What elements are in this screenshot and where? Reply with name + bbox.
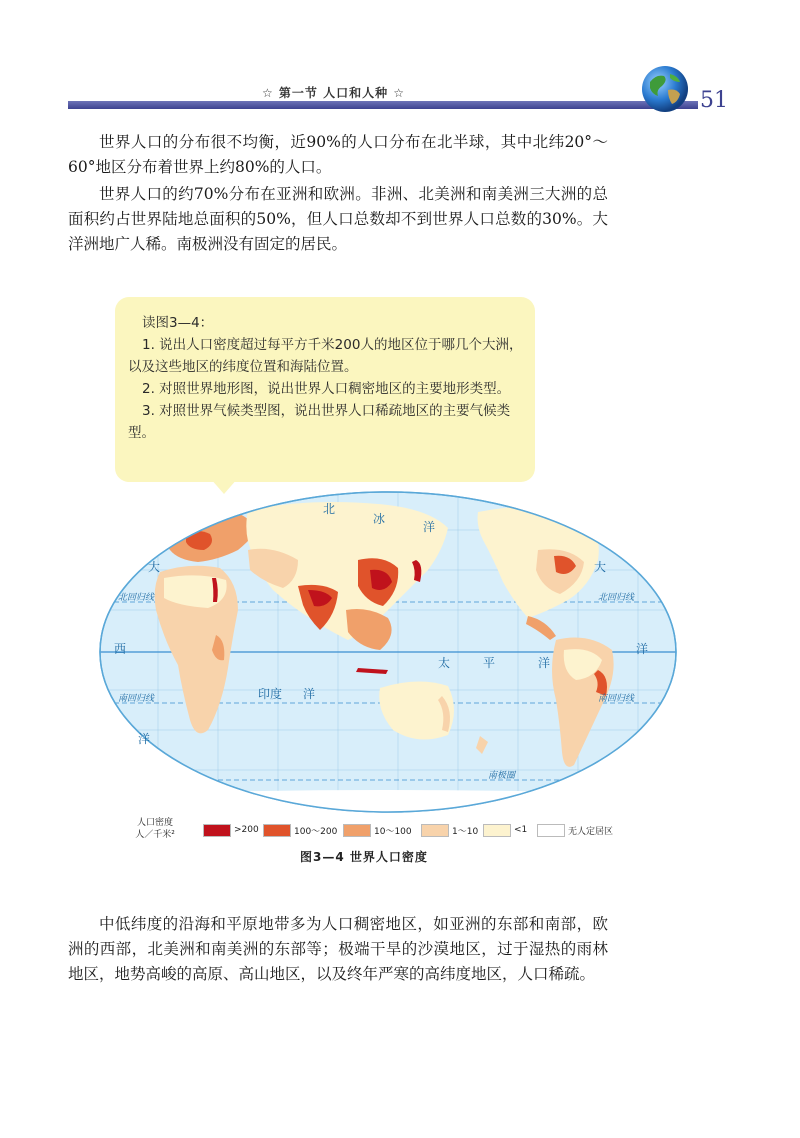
lat-south-tropic-west: 南回归线 (118, 694, 155, 704)
page-number: 51 (700, 88, 728, 113)
label-da-east: 大 (594, 560, 607, 574)
world-population-density-map (98, 490, 678, 815)
legend-label: 10～100 (374, 826, 412, 837)
callout-item-2: 2. 对照世界地形图，说出世界人口稠密地区的主要地形类型。 (142, 381, 511, 397)
label-taiping-ping: 平 (483, 656, 496, 670)
lat-north-tropic-west: 北回归线 (118, 593, 155, 603)
label-indian: 印度 (258, 687, 283, 701)
label-ice: 冰 (373, 512, 386, 526)
label-north: 北 (323, 502, 336, 516)
legend-item-100-200 (263, 824, 337, 836)
legend-item-10-100 (343, 824, 412, 836)
legend-item-1-10 (421, 824, 478, 836)
legend-swatch (203, 824, 231, 837)
lat-antarctic: 南极圈 (488, 771, 516, 781)
legend-item-uninhabited (537, 824, 613, 836)
label-yang-top: 洋 (423, 520, 436, 534)
callout-item-1: 1. 说出人口密度超过每平方千米200人的地区位于哪几个大洲，以及这些地区的纬度位置和海陆位置。 (128, 337, 523, 375)
label-da-west: 大 (148, 560, 161, 574)
globe-icon (640, 64, 690, 114)
legend-swatch (421, 824, 449, 837)
header-bar (68, 101, 698, 109)
label-taiping-tai: 太 (438, 656, 451, 670)
legend-title (125, 817, 185, 841)
legend-label: <1 (514, 825, 528, 835)
legend-title-line2: 人／千米² (135, 830, 175, 840)
paragraph-1: 世界人口的分布很不均衡，近90%的人口分布在北半球，其中北纬20°～60°地区分布着世界上约80%的人口。 (68, 133, 608, 176)
lat-south-tropic-east: 南回归线 (598, 694, 635, 704)
callout-heading: 读图3—4： (142, 315, 214, 331)
label-southwest-yang: 洋 (138, 732, 151, 746)
greenland (598, 497, 638, 522)
legend-label: >200 (234, 825, 259, 835)
figure-caption: 图3—4 世界人口密度 (300, 850, 428, 864)
callout-item-3: 3. 对照世界气候类型图，说出世界人口稀疏地区的主要气候类型。 (128, 403, 511, 441)
label-indian-yang: 洋 (303, 687, 316, 701)
legend-swatch (343, 824, 371, 837)
label-west-yang: 洋 (636, 642, 649, 656)
paragraph-2: 世界人口的约70%分布在亚洲和欧洲。非洲、北美洲和南美洲三大洲的总面积约占世界陆地总面积的50%，但人口总数却不到世界人口总数的30%。大洋洲地广人稀。南极洲没有固定的居民。 (68, 185, 608, 253)
map-svg (98, 490, 678, 815)
legend-title-line1: 人口密度 (136, 818, 173, 828)
legend-label: 无人定居区 (568, 826, 614, 837)
legend-item-lt1 (483, 824, 527, 836)
chapter-header-title: ☆ 第一节 人口和人种 ☆ (262, 86, 406, 100)
paragraph-3: 中低纬度的沿海和平原地带多为人口稠密地区，如亚洲的东部和南部，欧洲的西部，北美洲和南美洲的东部等；极端干旱的沙漠地区，过于湿热的雨林地区，地势高峻的高原、高山地区，以及终年严寒的高纬度地区，人口稀疏。 (68, 915, 608, 983)
legend-label: 100～200 (294, 826, 338, 837)
legend-swatch (483, 824, 511, 837)
label-west: 西 (114, 642, 127, 656)
legend-swatch (537, 824, 565, 837)
legend-swatch (263, 824, 291, 837)
legend-item-gt200 (203, 824, 259, 836)
lat-north-tropic-east: 北回归线 (598, 593, 635, 603)
legend-label: 1～10 (452, 826, 479, 837)
map-legend (125, 817, 685, 845)
label-taiping-yang: 洋 (538, 656, 551, 670)
callout-text (128, 312, 528, 444)
